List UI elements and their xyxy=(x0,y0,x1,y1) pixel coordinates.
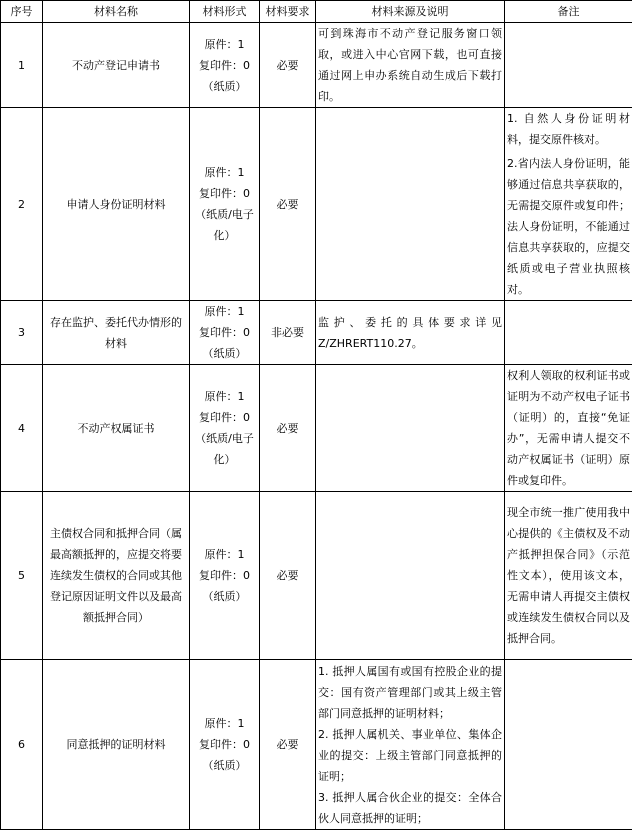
form-copy: 复印件：0 xyxy=(192,734,257,755)
material-name: 同意抵押的证明材料 xyxy=(43,660,190,830)
table-row xyxy=(1,492,632,660)
source-description xyxy=(316,301,505,365)
table-row xyxy=(1,23,632,108)
form-medium: （纸质/电子化） xyxy=(192,204,257,246)
header-material-form: 材料形式 xyxy=(190,1,260,23)
material-form xyxy=(190,660,260,830)
material-requirement: 必要 xyxy=(260,492,316,660)
material-requirement: 必要 xyxy=(260,365,316,492)
material-form xyxy=(190,301,260,365)
row-index: 2 xyxy=(1,108,43,301)
material-requirement: 必要 xyxy=(260,108,316,301)
source-line: 2. 抵押人属机关、事业单位、集体企业的提交：上级主管部门同意抵押的证明； xyxy=(318,724,502,787)
material-form xyxy=(190,108,260,301)
source-description xyxy=(316,23,505,108)
material-name: 不动产登记申请书 xyxy=(43,23,190,108)
material-name: 申请人身份证明材料 xyxy=(43,108,190,301)
form-medium: （纸质） xyxy=(192,76,257,97)
remark-line: 现全市统一推广使用我中心提供的《主债权及不动产抵押担保合同》（示范性文本），使用该文本，无需申请人再提交主债权或连续发生债权合同以及抵押合同。 xyxy=(507,502,630,649)
remarks xyxy=(505,108,632,301)
table-row xyxy=(1,365,632,492)
material-requirement: 必要 xyxy=(260,660,316,830)
remarks xyxy=(505,23,632,108)
material-requirement: 必要 xyxy=(260,23,316,108)
form-original: 原件：1 xyxy=(192,713,257,734)
form-medium: （纸质） xyxy=(192,586,257,607)
table-row xyxy=(1,660,632,830)
table-header-row xyxy=(1,1,632,23)
material-name: 主债权合同和抵押合同（属最高额抵押的，应提交将要连续发生债权的合同或其他登记原因证明文件以及最高额抵押合同） xyxy=(43,492,190,660)
form-original: 原件：1 xyxy=(192,34,257,55)
remarks xyxy=(505,365,632,492)
row-index: 1 xyxy=(1,23,43,108)
row-index: 5 xyxy=(1,492,43,660)
form-original: 原件：1 xyxy=(192,386,257,407)
form-copy: 复印件：0 xyxy=(192,183,257,204)
header-index: 序号 xyxy=(1,1,43,23)
form-medium: （纸质） xyxy=(192,343,257,364)
remarks xyxy=(505,492,632,660)
row-index: 4 xyxy=(1,365,43,492)
header-material-name: 材料名称 xyxy=(43,1,190,23)
table-row xyxy=(1,108,632,301)
material-form xyxy=(190,365,260,492)
table-row xyxy=(1,301,632,365)
header-remarks: 备注 xyxy=(505,1,632,23)
source-line: 3. 抵押人属合伙企业的提交：全体合伙人同意抵押的证明； xyxy=(318,787,502,829)
form-original: 原件：1 xyxy=(192,301,257,322)
material-form xyxy=(190,23,260,108)
row-index: 6 xyxy=(1,660,43,830)
material-name: 不动产权属证书 xyxy=(43,365,190,492)
form-original: 原件：1 xyxy=(192,162,257,183)
source-description xyxy=(316,492,505,660)
remark-line: 权利人领取的权利证书或证明为不动产权电子证书（证明）的，直接“免证办”，无需申请人提交不动产权属证书（证明）原件或复印件。 xyxy=(507,365,630,491)
source-line: 1. 抵押人属国有或国有控股企业的提交：国有资产管理部门或其上级主管部门同意抵押的证明材料； xyxy=(318,661,502,724)
remark-line: 1. 自然人身份证明材料，提交原件核对。 xyxy=(507,108,630,150)
form-medium: （纸质） xyxy=(192,755,257,776)
source-line: 可到珠海市不动产登记服务窗口领取，或进入中心官网下载，也可直接通过网上申办系统自动生成后下载打印。 xyxy=(318,27,502,103)
form-copy: 复印件：0 xyxy=(192,407,257,428)
form-medium: （纸质/电子化） xyxy=(192,428,257,470)
row-index: 3 xyxy=(1,301,43,365)
source-line: 监护、委托的具体要求详见Z/ZHRERT110.27。 xyxy=(318,316,502,350)
source-description xyxy=(316,108,505,301)
remarks xyxy=(505,660,632,830)
source-description xyxy=(316,365,505,492)
form-copy: 复印件：0 xyxy=(192,565,257,586)
remark-line: 2.省内法人身份证明，能够通过信息共享获取的，无需提交原件或复印件；法人身份证明，不能通过信息共享获取的，应提交纸质或电子营业执照核对。 xyxy=(507,153,630,300)
form-original: 原件：1 xyxy=(192,544,257,565)
form-copy: 复印件：0 xyxy=(192,322,257,343)
material-form xyxy=(190,492,260,660)
material-name: 存在监护、委托代办情形的材料 xyxy=(43,301,190,365)
header-material-requirement: 材料要求 xyxy=(260,1,316,23)
header-source-description: 材料来源及说明 xyxy=(316,1,505,23)
remarks xyxy=(505,301,632,365)
material-requirement: 非必要 xyxy=(260,301,316,365)
form-copy: 复印件：0 xyxy=(192,55,257,76)
source-description xyxy=(316,660,505,830)
